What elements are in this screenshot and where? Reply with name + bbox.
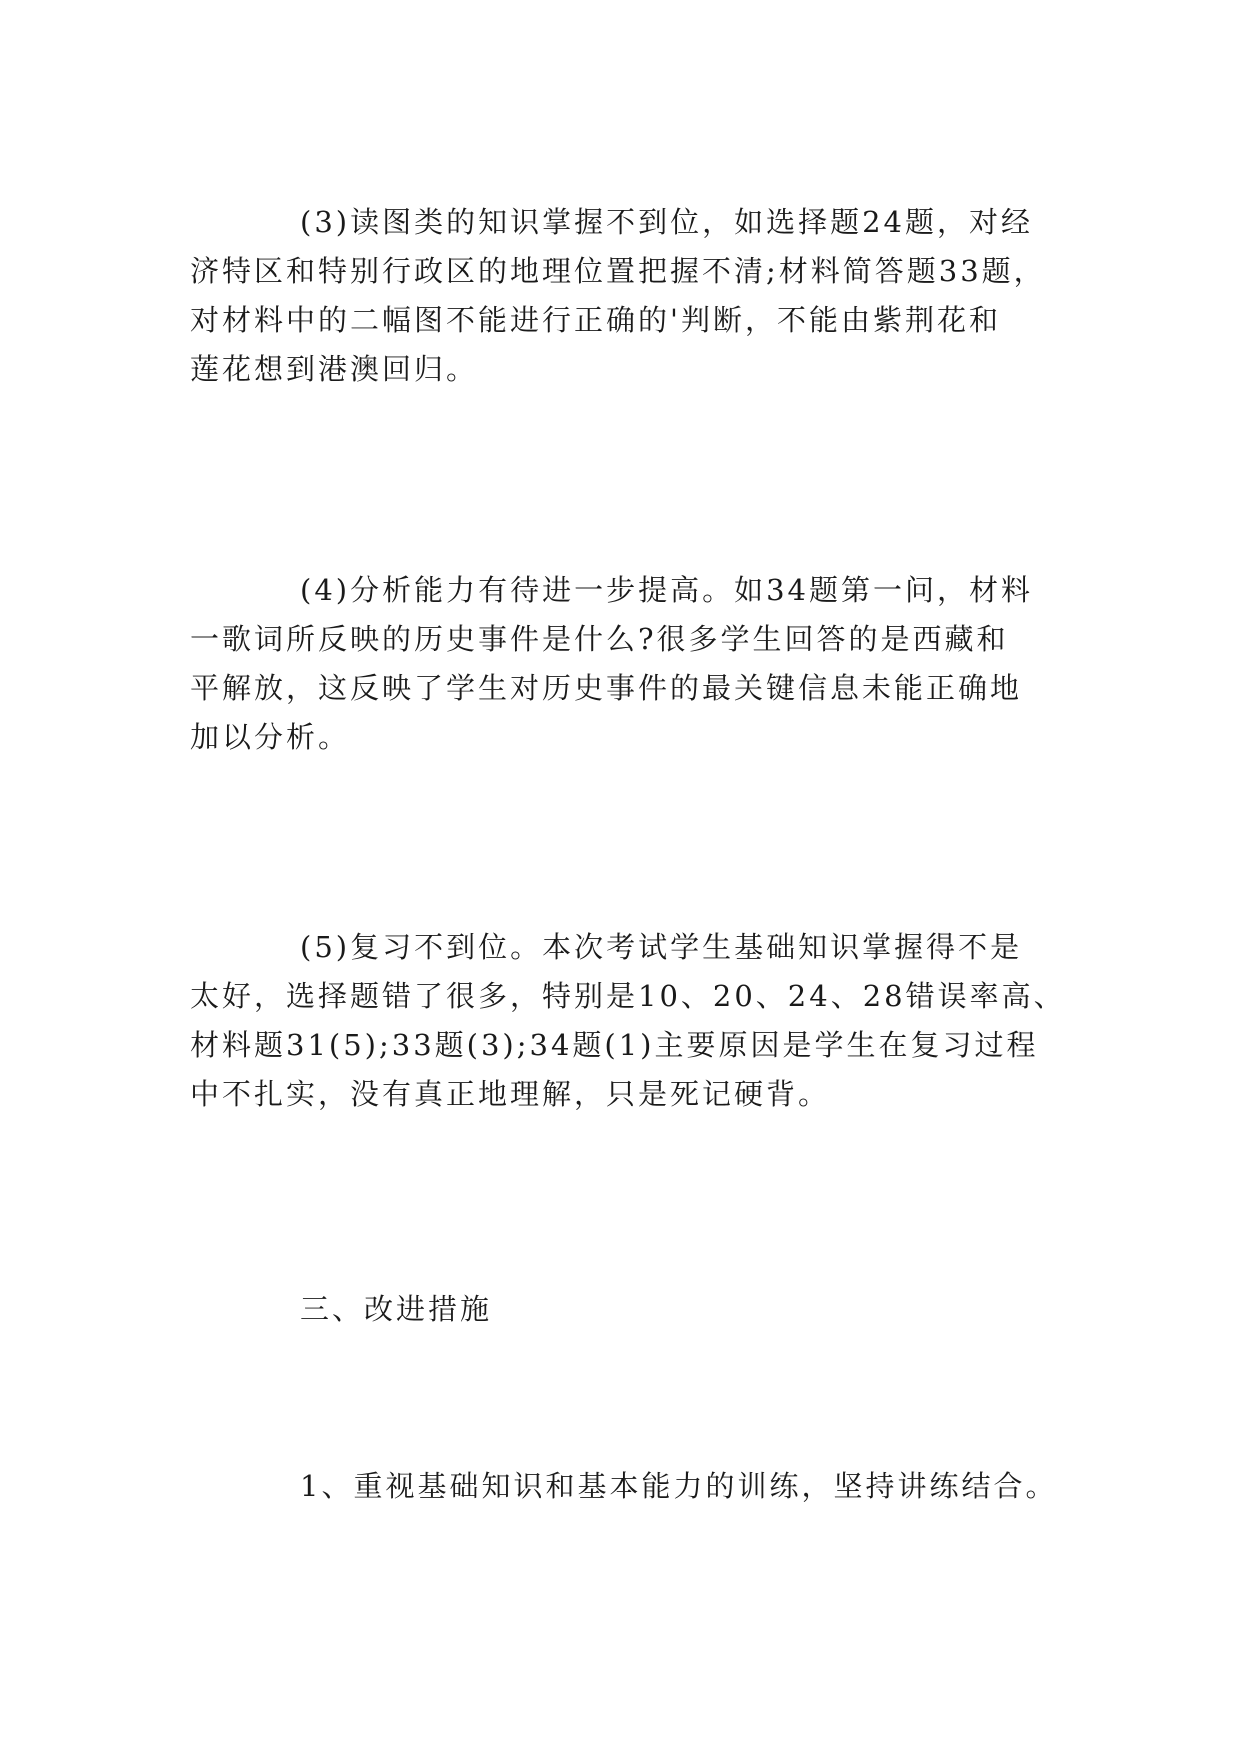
text-line: 太好，选择题错了很多，特别是10、20、24、28错误率高、: [190, 979, 1066, 1013]
text-line: 材料题31(5);33题(3);34题(1)主要原因是学生在复习过程: [190, 1028, 1039, 1062]
text-line: 济特区和特别行政区的地理位置把握不清;材料简答题33题，: [190, 254, 1046, 288]
improvement-item-1: [190, 1462, 1090, 1511]
text-line: 对材料中的二幅图不能进行正确的'判断，不能由紫荆花和: [190, 303, 1001, 337]
paragraph-reading-maps: [190, 198, 1090, 394]
text-line: 中不扎实，没有真正地理解，只是死记硬背。: [190, 1077, 831, 1111]
text-line: (3)读图类的知识掌握不到位，如选择题24题，对经: [300, 205, 1033, 239]
paragraph-analysis-ability: [190, 566, 1090, 762]
text-line: (5)复习不到位。本次考试学生基础知识掌握得不是: [300, 930, 1023, 964]
text-line: 莲花想到港澳回归。: [190, 352, 479, 386]
text-line: 加以分析。: [190, 720, 351, 754]
text-line: 一歌词所反映的历史事件是什么?很多学生回答的是西藏和: [190, 622, 1009, 656]
text-line: (4)分析能力有待进一步提高。如34题第一问，材料: [300, 573, 1033, 607]
improvement-item-text: 1、重视基础知识和基本能力的训练，坚持讲练结合。: [300, 1469, 1058, 1503]
section-heading-text: 三、改进措施: [300, 1292, 493, 1326]
paragraph-review-insufficient: [190, 923, 1090, 1119]
section-heading: [190, 1285, 1090, 1334]
text-line: 平解放，这反映了学生对历史事件的最关键信息未能正确地: [190, 671, 1023, 705]
